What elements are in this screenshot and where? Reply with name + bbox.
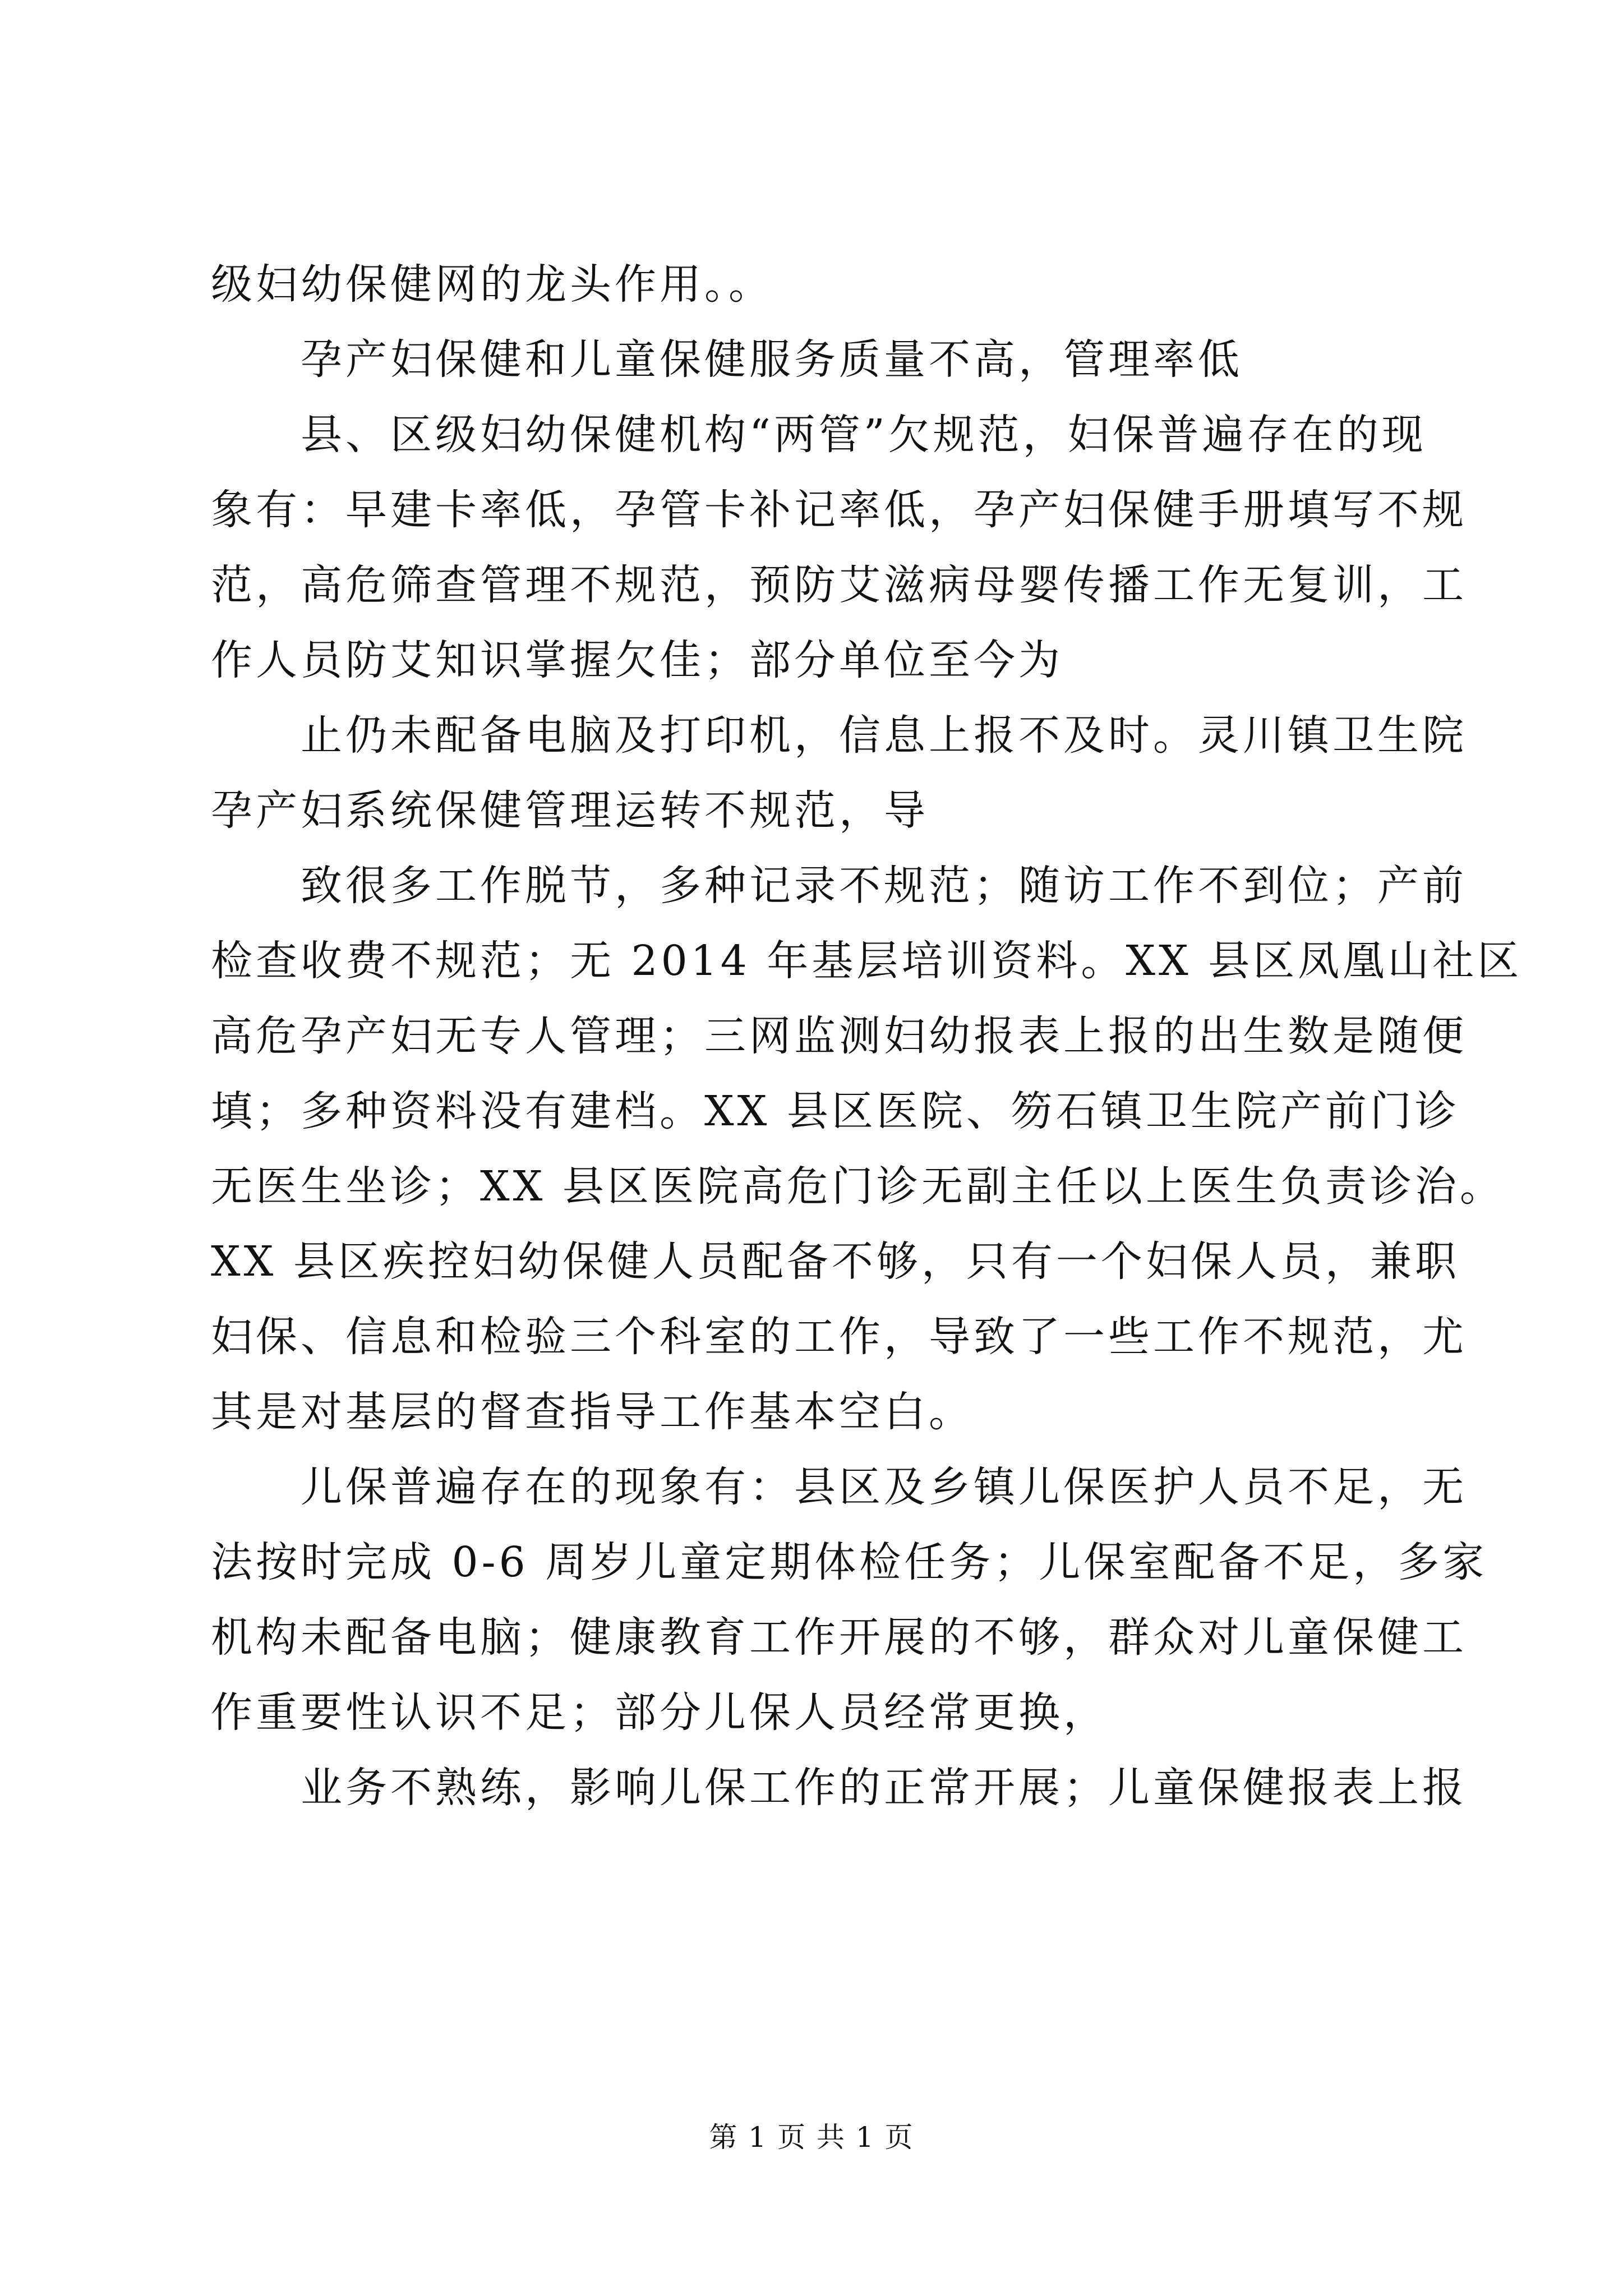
text-line: 填；多种资料没有建档。XX 县区医院、笏石镇卫生院产前门诊 [211, 1087, 1460, 1135]
text-line: 象有：早建卡率低，孕管卡补记率低，孕产妇保健手册填写不规 [211, 486, 1467, 534]
text-line: 业务不熟练，影响儿保工作的正常开展；儿童保健报表上报 [301, 1764, 1467, 1812]
text-line: 高危孕产妇无专人管理；三网监测妇幼报表上报的出生数是随便 [211, 1012, 1467, 1060]
text-line: 止仍未配备电脑及打印机，信息上报不及时。灵川镇卫生院 [301, 711, 1467, 760]
text-line: XX 县区疾控妇幼保健人员配备不够，只有一个妇保人员，兼职 [211, 1237, 1460, 1286]
text-line: 孕产妇系统保健管理运转不规范，导 [211, 786, 929, 835]
text-line: 其是对基层的督查指导工作基本空白。 [211, 1388, 974, 1436]
text-line: 检查收费不规范；无 2014 年基层培训资料。XX 县区凤凰山社区 [211, 937, 1523, 985]
text-line: 级妇幼保健网的龙头作用。。 [211, 260, 773, 309]
text-line: 妇保、信息和检验三个科室的工作，导致了一些工作不规范，尤 [211, 1313, 1467, 1361]
text-line: 无医生坐诊；XX 县区医院高危门诊无副主任以上医生负责诊治。 [211, 1162, 1505, 1211]
text-line: 范，高危筛查管理不规范，预防艾滋病母婴传播工作无复训，工 [211, 561, 1467, 609]
text-line: 儿保普遍存在的现象有：县区及乡镇儿保医护人员不足，无 [301, 1463, 1467, 1511]
page-footer: 第 1 页 共 1 页 [709, 2121, 914, 2154]
text-line: 作重要性认识不足；部分儿保人员经常更换， [211, 1688, 1108, 1737]
text-line: 法按时完成 0-6 周岁儿童定期体检任务；儿保室配备不足，多家 [211, 1538, 1488, 1586]
text-line: 县、区级妇幼保健机构“两管”欠规范，妇保普遍存在的现 [301, 411, 1427, 459]
document-body [211, 247, 1523, 1825]
text-line: 作人员防艾知识掌握欠佳；部分单位至今为 [211, 636, 1063, 684]
text-line: 致很多工作脱节，多种记录不规范；随访工作不到位；产前 [301, 862, 1467, 910]
text-line: 机构未配备电脑；健康教育工作开展的不够，群众对儿童保健工 [211, 1613, 1467, 1662]
text-line: 孕产妇保健和儿童保健服务质量不高，管理率低 [301, 335, 1243, 384]
